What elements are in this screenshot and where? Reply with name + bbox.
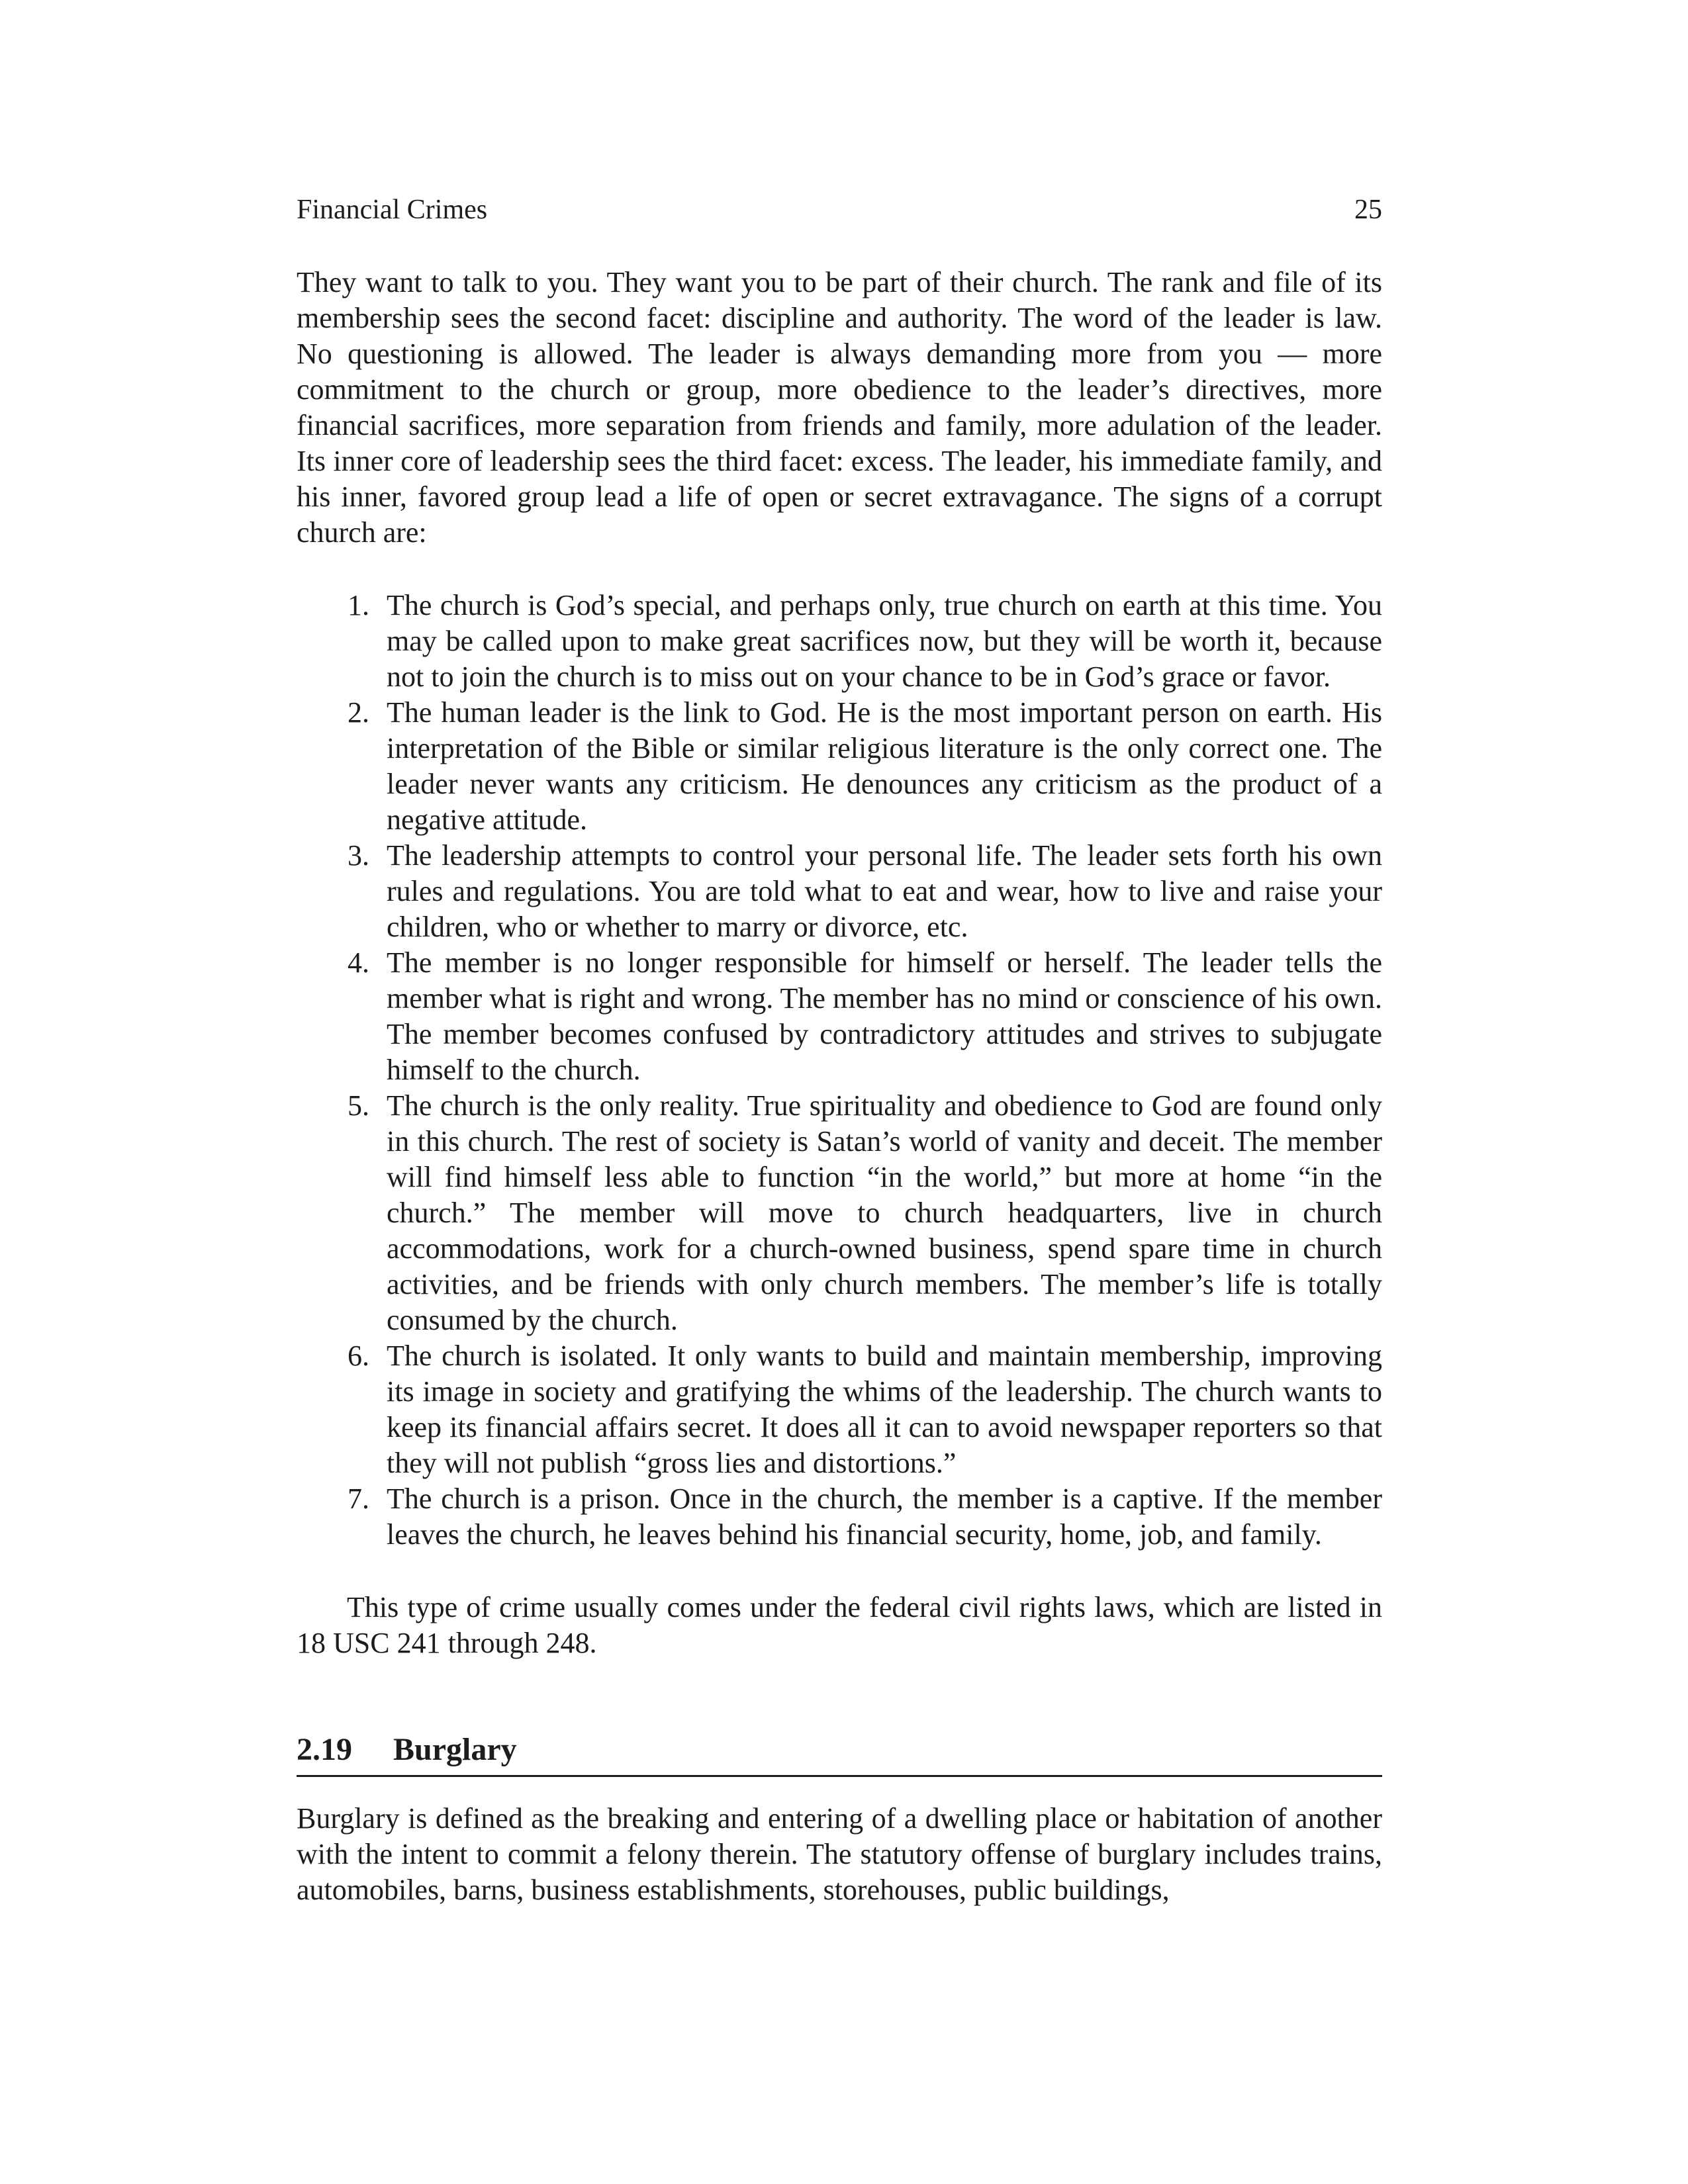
list-item: [348, 588, 1382, 695]
section-heading: [297, 1730, 1382, 1777]
closing-paragraph: This type of crime usually comes under the federal civil rights laws, which are listed in 18 USC 241 through 248.: [297, 1591, 1382, 1659]
list-item-number: 7.: [348, 1482, 369, 1515]
list-item-text: The church is God’s special, and perhaps only, true church on earth at this time. You may be called upon to make great sacrifices now, but they will be worth it, because not to join the church is to miss out on your chance to be in God’s grace or favor.: [387, 589, 1382, 693]
list-item-text: The member is no longer responsible for himself or herself. The leader tells the member what is right and wrong. The member has no mind or conscience of his own. The member becomes confused by contradictory attitudes and strives to subjugate himself to the church.: [387, 946, 1382, 1086]
list-item-text: The church is the only reality. True spirituality and obedience to God are found only in this church. The rest of society is Satan’s world of vanity and deceit. The member will find himself less able to function “in the world,” but more at home “in the church.” The member will move to church headquarters, live in church accommodations, work for a church-owned business, spend spare time in church activities, and be friends with only church members. The member’s life is totally consumed by the church.: [387, 1089, 1382, 1336]
book-page: [297, 192, 1382, 1908]
list-item-number: 6.: [348, 1340, 369, 1372]
list-item-text: The church is a prison. Once in the church, the member is a captive. If the member leaves the church, he leaves behind his financial security, home, job, and family.: [387, 1482, 1382, 1551]
section-body-paragraph: Burglary is defined as the breaking and entering of a dwelling place or habitation of another with the intent to commit a felony therein. The statutory offense of burglary includes trains, automobiles, barns, business establishments, storehouses, public buildings,: [297, 1802, 1382, 1906]
section-number: 2.19: [297, 1732, 352, 1767]
list-item: [348, 945, 1382, 1088]
running-head: [297, 192, 1382, 228]
intro-paragraph: They want to talk to you. They want you to be part of their church. The rank and file of its membership sees the second facet: discipline and authority. The word of the leader is law. No questioning is allowed. The leader is always demanding more from you — more commitment to the church or group, more obedience to the leader’s directives, more financial sacrifices, more separation from friends and family, more adulation of the leader. Its inner core of leadership sees the third facet: excess. The leader, his immediate family, and his inner, favored group lead a life of open or secret extravagance. The signs of a corrupt church are:: [297, 266, 1382, 549]
list-item: [348, 1481, 1382, 1553]
page-number: 25: [1354, 195, 1382, 225]
list-item-text: The leadership attempts to control your personal life. The leader sets forth his own rules and regulations. You are told what to eat and wear, how to live and raise your children, who or whether to marry or divorce, etc.: [387, 839, 1382, 943]
list-item-number: 2.: [348, 696, 369, 729]
list-item: [348, 695, 1382, 838]
list-item-number: 3.: [348, 839, 369, 872]
section-title: Burglary: [393, 1732, 517, 1767]
list-item: [348, 1338, 1382, 1481]
list-item: [348, 1088, 1382, 1338]
list-item-number: 4.: [348, 946, 369, 979]
list-item-number: 5.: [348, 1089, 369, 1122]
list-item-text: The human leader is the link to God. He is the most important person on earth. His interpretation of the Bible or similar religious literature is the only correct one. The leader never wants any criticism. He denounces any criticism as the product of a negative attitude.: [387, 696, 1382, 836]
corrupt-church-signs-list: [297, 588, 1382, 1553]
running-title: Financial Crimes: [297, 195, 488, 225]
list-item-text: The church is isolated. It only wants to build and maintain membership, improving its image in society and gratifying the whims of the leadership. The church wants to keep its financial affairs secret. It does all it can to avoid newspaper reporters so that they will not publish “gross lies and distortions.”: [387, 1340, 1382, 1479]
list-item-number: 1.: [348, 589, 369, 621]
list-item: [348, 838, 1382, 945]
